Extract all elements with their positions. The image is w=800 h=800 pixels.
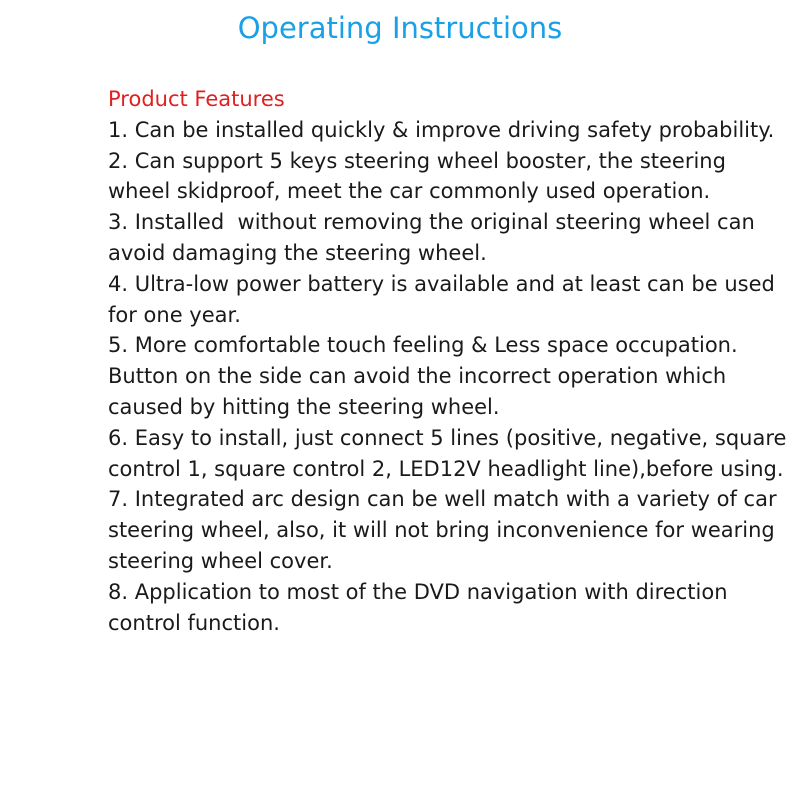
feature-item-3: 3. Installed without removing the original steering wheel can avoid damaging the steering wheel. [108, 210, 762, 265]
feature-list [108, 115, 788, 639]
feature-item-5: 5. More comfortable touch feeling & Less space occupation. Button on the side can avoid the incorrect operation which caused by hitting the steering wheel. [108, 333, 738, 419]
feature-item-8: 8. Application to most of the DVD navigation with direction control function. [108, 579, 728, 635]
feature-item-6: 6. Easy to install, just connect 5 lines (positive, negative, square control 1, square control 2, LED12V headlight line),before using. [108, 425, 787, 481]
feature-item-7: 7. Integrated arc design can be well match with a variety of car steering wheel, also, it will not bring inconvenience for wearing steering wheel cover. [108, 487, 777, 573]
page-title: Operating Instructions [237, 11, 563, 45]
feature-item-1: 1. Can be installed quickly & improve driving safety probability. [108, 117, 775, 142]
feature-item-4: 4. Ultra-low power battery is available and at least can be used for one year. [108, 271, 775, 327]
instructions-content [108, 84, 788, 638]
section-heading: Product Features [108, 87, 285, 111]
feature-item-2: 2. Can support 5 keys steering wheel booster, the steering wheel skidproof, meet the car commonly used operation. [108, 148, 726, 204]
